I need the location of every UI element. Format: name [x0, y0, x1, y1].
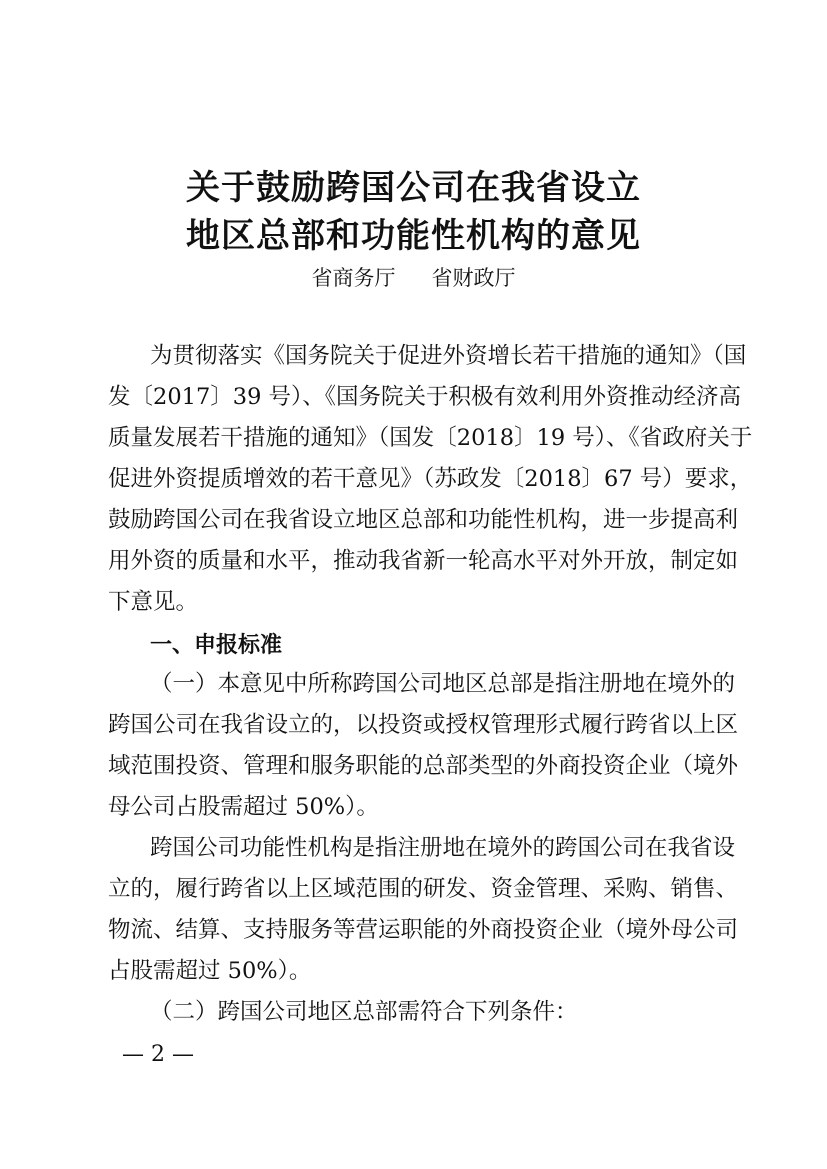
intro-line: 为贯彻落实《国务院关于促进外资增长若干措施的通知》（国: [150, 343, 747, 369]
issuing-authorities: [0, 262, 827, 292]
intro-line: 下意见。: [108, 589, 199, 615]
paragraph-line: 域范围投资、管理和服务职能的总部类型的外商投资企业（境外: [108, 753, 739, 779]
paragraph-line: （二）跨国公司地区总部需符合下列条件：: [150, 999, 578, 1025]
document-title-line-2: 地区总部和功能性机构的意见: [186, 216, 641, 256]
paragraph-line: （一）本意见中所称跨国公司地区总部是指注册地在境外的: [150, 671, 736, 697]
document-title-line-1: 关于鼓励跨国公司在我省设立: [186, 168, 641, 208]
paragraph-line: 物流、结算、支持服务等营运职能的外商投资企业（境外母公司: [108, 917, 739, 943]
paragraph-line: 跨国公司功能性机构是指注册地在境外的跨国公司在我省设: [150, 835, 736, 861]
intro-line: 促进外资提质增效的若干意见》（苏政发〔2018〕67 号）要求，: [108, 466, 753, 492]
section-heading-application-criteria: 一、申报标准: [150, 633, 283, 658]
paragraph-line: 跨国公司在我省设立的，以投资或授权管理形式履行跨省以上区: [108, 712, 739, 738]
intro-line: 鼓励跨国公司在我省设立地区总部和功能性机构，进一步提高利: [108, 507, 739, 533]
intro-line: 质量发展若干措施的通知》（国发〔2018〕19 号）、《省政府关于: [108, 425, 753, 451]
paragraph-line: 占股需超过 50%）。: [108, 958, 312, 984]
intro-line: 用外资的质量和水平，推动我省新一轮高水平对外开放，制定如: [108, 548, 739, 574]
author-finance-dept: 省财政厅: [431, 266, 516, 290]
paragraph-line: 立的，履行跨省以上区域范围的研发、资金管理、采购、销售、: [108, 876, 739, 902]
paragraph-line: 母公司占股需超过 50%）。: [108, 794, 379, 820]
intro-line: 发〔2017〕39 号）、《国务院关于积极有效利用外资推动经济高: [108, 384, 742, 410]
author-commerce-dept: 省商务厅: [311, 266, 396, 290]
page-number: — 2 —: [122, 1042, 194, 1067]
